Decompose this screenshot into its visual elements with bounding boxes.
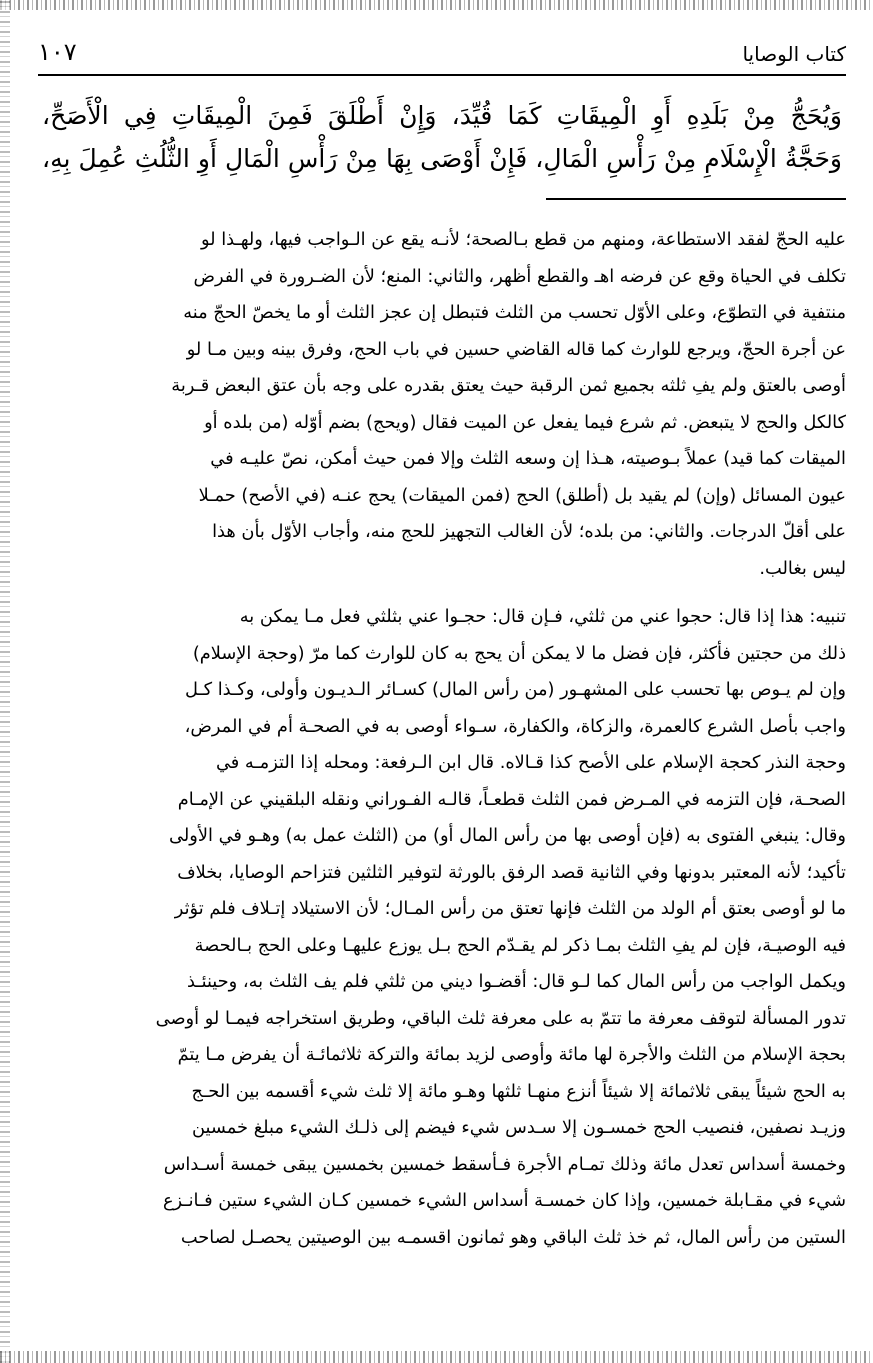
commentary-text <box>38 222 846 1256</box>
page-border-bottom <box>0 1351 873 1363</box>
book-title: كتاب الوصايا <box>742 42 846 66</box>
text-line: على أقلّ الدرجات. والثاني: من بلده؛ لأن الغالب التجهيز للحج منه، وأجاب الأوّل بأن هذا <box>212 521 846 542</box>
text-line: كالكل والحج لا يتبعض. ثم شرع فيما يفعل عن الميت فقال (ويحج) بضم أوّله (من بلده أو <box>204 411 846 433</box>
text-line: ذلك من حجتين فأكثر، فإن فضل ما لا يمكن أن يحج به كان للوارث كما مرّ (وحجة الإسلام) <box>192 642 846 664</box>
text-line: تدور المسألة لتوقف معرفة ما تتمّ به على معرفة ثلث الباقي، وطريق استخراجه فيمـا لو أوصى <box>155 1007 846 1029</box>
matn-line: وَيُحَجُّ مِنْ بَلَدِهِ أَوِ الْمِيقَاتِ كَمَا قُيِّدَ، وَإِنْ أَطْلَقَ فَمِنَ الْمِيقَاتِ فِي الْأَصَحِّ، <box>42 101 842 130</box>
matn-text <box>38 94 846 180</box>
matn-line: وَحَجَّةُ الْإِسْلَامِ مِنْ رَأْسِ الْمَالِ، فَإِنْ أَوْصَى بِهَا مِنْ رَأْسِ الْمَالِ أَوِ الثُّلُثِ عُمِلَ بِهِ، <box>42 144 842 173</box>
text-line: وقال: ينبغي الفتوى به (فإن أوصى بها من رأس المال أو) من (الثلث عمل به) وهـو في الأولى <box>169 825 846 846</box>
text-line: ويكمل الواجب من رأس المال كما لـو قال: أقضـوا ديني من ثلثي فلم يف الثلث به، وحينئـذ <box>187 971 846 992</box>
running-header <box>38 30 846 76</box>
text-line: شيء في مقـابلة خمسين، وإذا كان خمسـة أسداس الشيء خمسين كـان الشيء ستين فـانـزع <box>162 1190 846 1211</box>
text-line: وحجة النذر كحجة الإسلام على الأصح كذا قـالاه. قال ابن الـرفعة: ومحله إذا التزمـه في <box>215 752 846 773</box>
text-line: وزيـد نصفين، فنصيب الحج خمسـون إلا سـدس شيء فيضم إلى ذلـك الشيء مبلغ خمسين <box>192 1117 846 1138</box>
text-line: عيون المسائل (وإن) لم يقيد بل (أطلق) الحج (فمن الميقات) يحج عنـه (في الأصح) حمـلا <box>198 484 846 506</box>
page-border-top <box>0 0 873 10</box>
text-line: الصحـة، فإن التزمه في المـرض فمن الثلث قطعـاً، قالـه الفـوراني ونقله البلقيني عن الإمـام <box>177 788 846 810</box>
text-line: عليه الحجّ لفقد الاستطاعة، ومنهم من قطع بـالصحة؛ لأنـه يقع عن الـواجب فيها، ولهـذا لو <box>200 229 846 250</box>
text-line: وخمسة أسداس تعدل مائة وذلك تمـام الأجرة فـأسقط خمسين بخمسين يبقى خمسة أسـداس <box>163 1153 846 1175</box>
page-border-left <box>0 0 10 1363</box>
text-line: وإن لم يـوص بها تحسب على المشهـور (من رأس المال) كسـائر الـديـون وأولى، وكـذا كـل <box>184 679 846 700</box>
text-line: واجب بأصل الشرع كالعمرة، والزكاة، والكفارة، سـواء أوصى به في الصحـة أم في المرض، <box>184 715 846 737</box>
text-line: الستين من رأس المال، ثم خذ ثلث الباقي وهو ثمانون اقسمـه بين الوصيتين يحصـل لصاحب <box>180 1226 846 1248</box>
text-line: تنبيه: هذا إذا قال: حجوا عني من ثلثي، فـإن قال: حجـوا عني بثلثي فعل مـا يمكن به <box>239 606 846 627</box>
commentary-paragraph <box>38 599 846 1256</box>
text-line: عن أجرة الحجّ، ويرجع للوارث كما قاله القاضي حسين في باب الحج، وفرق بينه وبين مـا لو <box>186 338 846 360</box>
text-line: منتفية في التطوّع، وعلى الأوّل تحسب من الثلث فتبطل إن عجز الثلث أو ما يخصّ الحجّ منه <box>183 302 846 323</box>
commentary-paragraph <box>38 222 846 587</box>
page <box>38 30 846 1330</box>
text-line: أوصى بالعتق ولم يفِ ثلثه بجميع ثمن الرقبة حيث يعتق بقدره على وجه بأن عتق البعض قـربة <box>171 375 846 396</box>
text-line: به الحج شيئاً يبقى ثلاثمائة إلا شيئاً أنزع منهـا ثلثها وهـو مائة إلا ثلث شيء أقسمه بين الحـج <box>191 1080 846 1102</box>
page-number: ١٠٧ <box>38 38 77 66</box>
matn-separator-rule <box>546 198 846 200</box>
text-line: تكلف في الحياة وقع عن فرضه اهـ والقطع أظهر، والثاني: المنع؛ لأن الضـرورة في الفرض <box>193 265 846 287</box>
text-line: فيه الوصيـة، فإن لم يفِ الثلث بمـا ذكر لم يقـدّم الحج بـل يوزع عليهـا وعلى الحج بـالحصة <box>194 934 846 956</box>
text-line: الميقات كما قيد) عملاً بـوصيته، هـذا إن وسعه الثلث وإلا فمن حيث أمكن، نصّ عليـه في <box>210 448 846 469</box>
text-line: بحجة الإسلام من الثلث والأجرة لها مائة وأوصى لزيد بمائة والتركة ثلاثمائـة أن يفرض مـا يتمّ <box>177 1044 846 1065</box>
text-line: تأكيد؛ لأنه المعتبر بدونها وفي الثانية قصد الرفق بالورثة لتوفير الثلثين فتزاحم الوصايا، بخلاف <box>177 861 846 883</box>
text-line: ما لو أوصى بعتق أم الولد من الثلث فإنها تعتق من رأس المـال؛ لأن الاستيلاد إتـلاف فلم تؤثر <box>174 898 846 919</box>
text-line: ليس بغالب. <box>759 557 846 579</box>
